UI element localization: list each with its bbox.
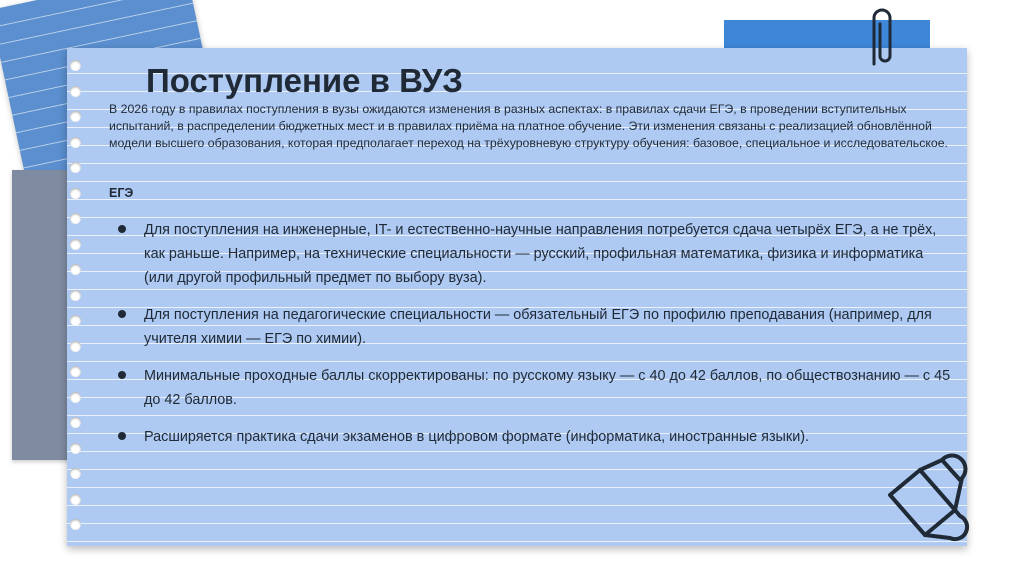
intro-paragraph: В 2026 году в правилах поступления в вузы ожидаются изменения в разных аспектах: в правилах сдачи ЕГЭ, в проведении вступительных испытаний, в распределении бюджетных мест и в правилах приёма на платное обучение. Эти изменения связаны с реализацией обновлённой модели высшего образования, которая предполагает переход на трёхуровневую структуру обучения: базовое, специальное и исследовательское. (109, 102, 948, 150)
list-item-text: Расширяется практика сдачи экзаменов в цифровом формате (информатика, иностранные языки). (144, 429, 810, 445)
list-item (112, 218, 952, 290)
list-item (112, 425, 952, 449)
list-item-text: Для поступления на педагогические специальности — обязательный ЕГЭ по профилю преподавания (например, для учителя химии — ЕГЭ по химии). (144, 307, 932, 347)
list-item (112, 303, 952, 351)
binding-hole (70, 519, 81, 530)
bullet-dot-icon (118, 310, 126, 318)
binding-hole (70, 137, 81, 148)
bullet-dot-icon (118, 371, 126, 379)
binding-hole (70, 366, 81, 377)
binding-hole (70, 60, 81, 71)
binding-hole (70, 315, 81, 326)
binding-hole (70, 341, 81, 352)
page-title: Поступление в ВУЗ (146, 62, 463, 99)
list-item-text: Для поступления на инженерные, IT- и естественно-научные направления потребуется сдача четырёх ЕГЭ, а не трёх, как раньше. Например, на технические специальности — русский, профильная математика, физика и информатика (или другой профильный предмет по выбору вуза). (144, 222, 937, 286)
bullet-dot-icon (118, 432, 126, 440)
binding-hole (70, 86, 81, 97)
binding-hole (70, 111, 81, 122)
bullet-dot-icon (118, 225, 126, 233)
paperclip-icon (860, 4, 900, 74)
section-heading: ЕГЭ (109, 186, 134, 200)
list-item-text: Минимальные проходные баллы скорректированы: по русскому языку — с 40 до 42 баллов, по обществознанию — с 45 до 42 баллов. (144, 368, 951, 408)
binding-hole (70, 162, 81, 173)
binding-hole (70, 239, 81, 250)
binding-hole (70, 392, 81, 403)
binding-hole (70, 417, 81, 428)
binder-clip-icon (880, 450, 990, 550)
bullet-list (112, 218, 952, 462)
binding-hole (70, 264, 81, 275)
binding-hole (70, 213, 81, 224)
binding-hole (70, 468, 81, 479)
binding-holes (67, 48, 87, 546)
binding-hole (70, 188, 81, 199)
binding-hole (70, 290, 81, 301)
list-item (112, 364, 952, 412)
binding-hole (70, 494, 81, 505)
binding-hole (70, 443, 81, 454)
